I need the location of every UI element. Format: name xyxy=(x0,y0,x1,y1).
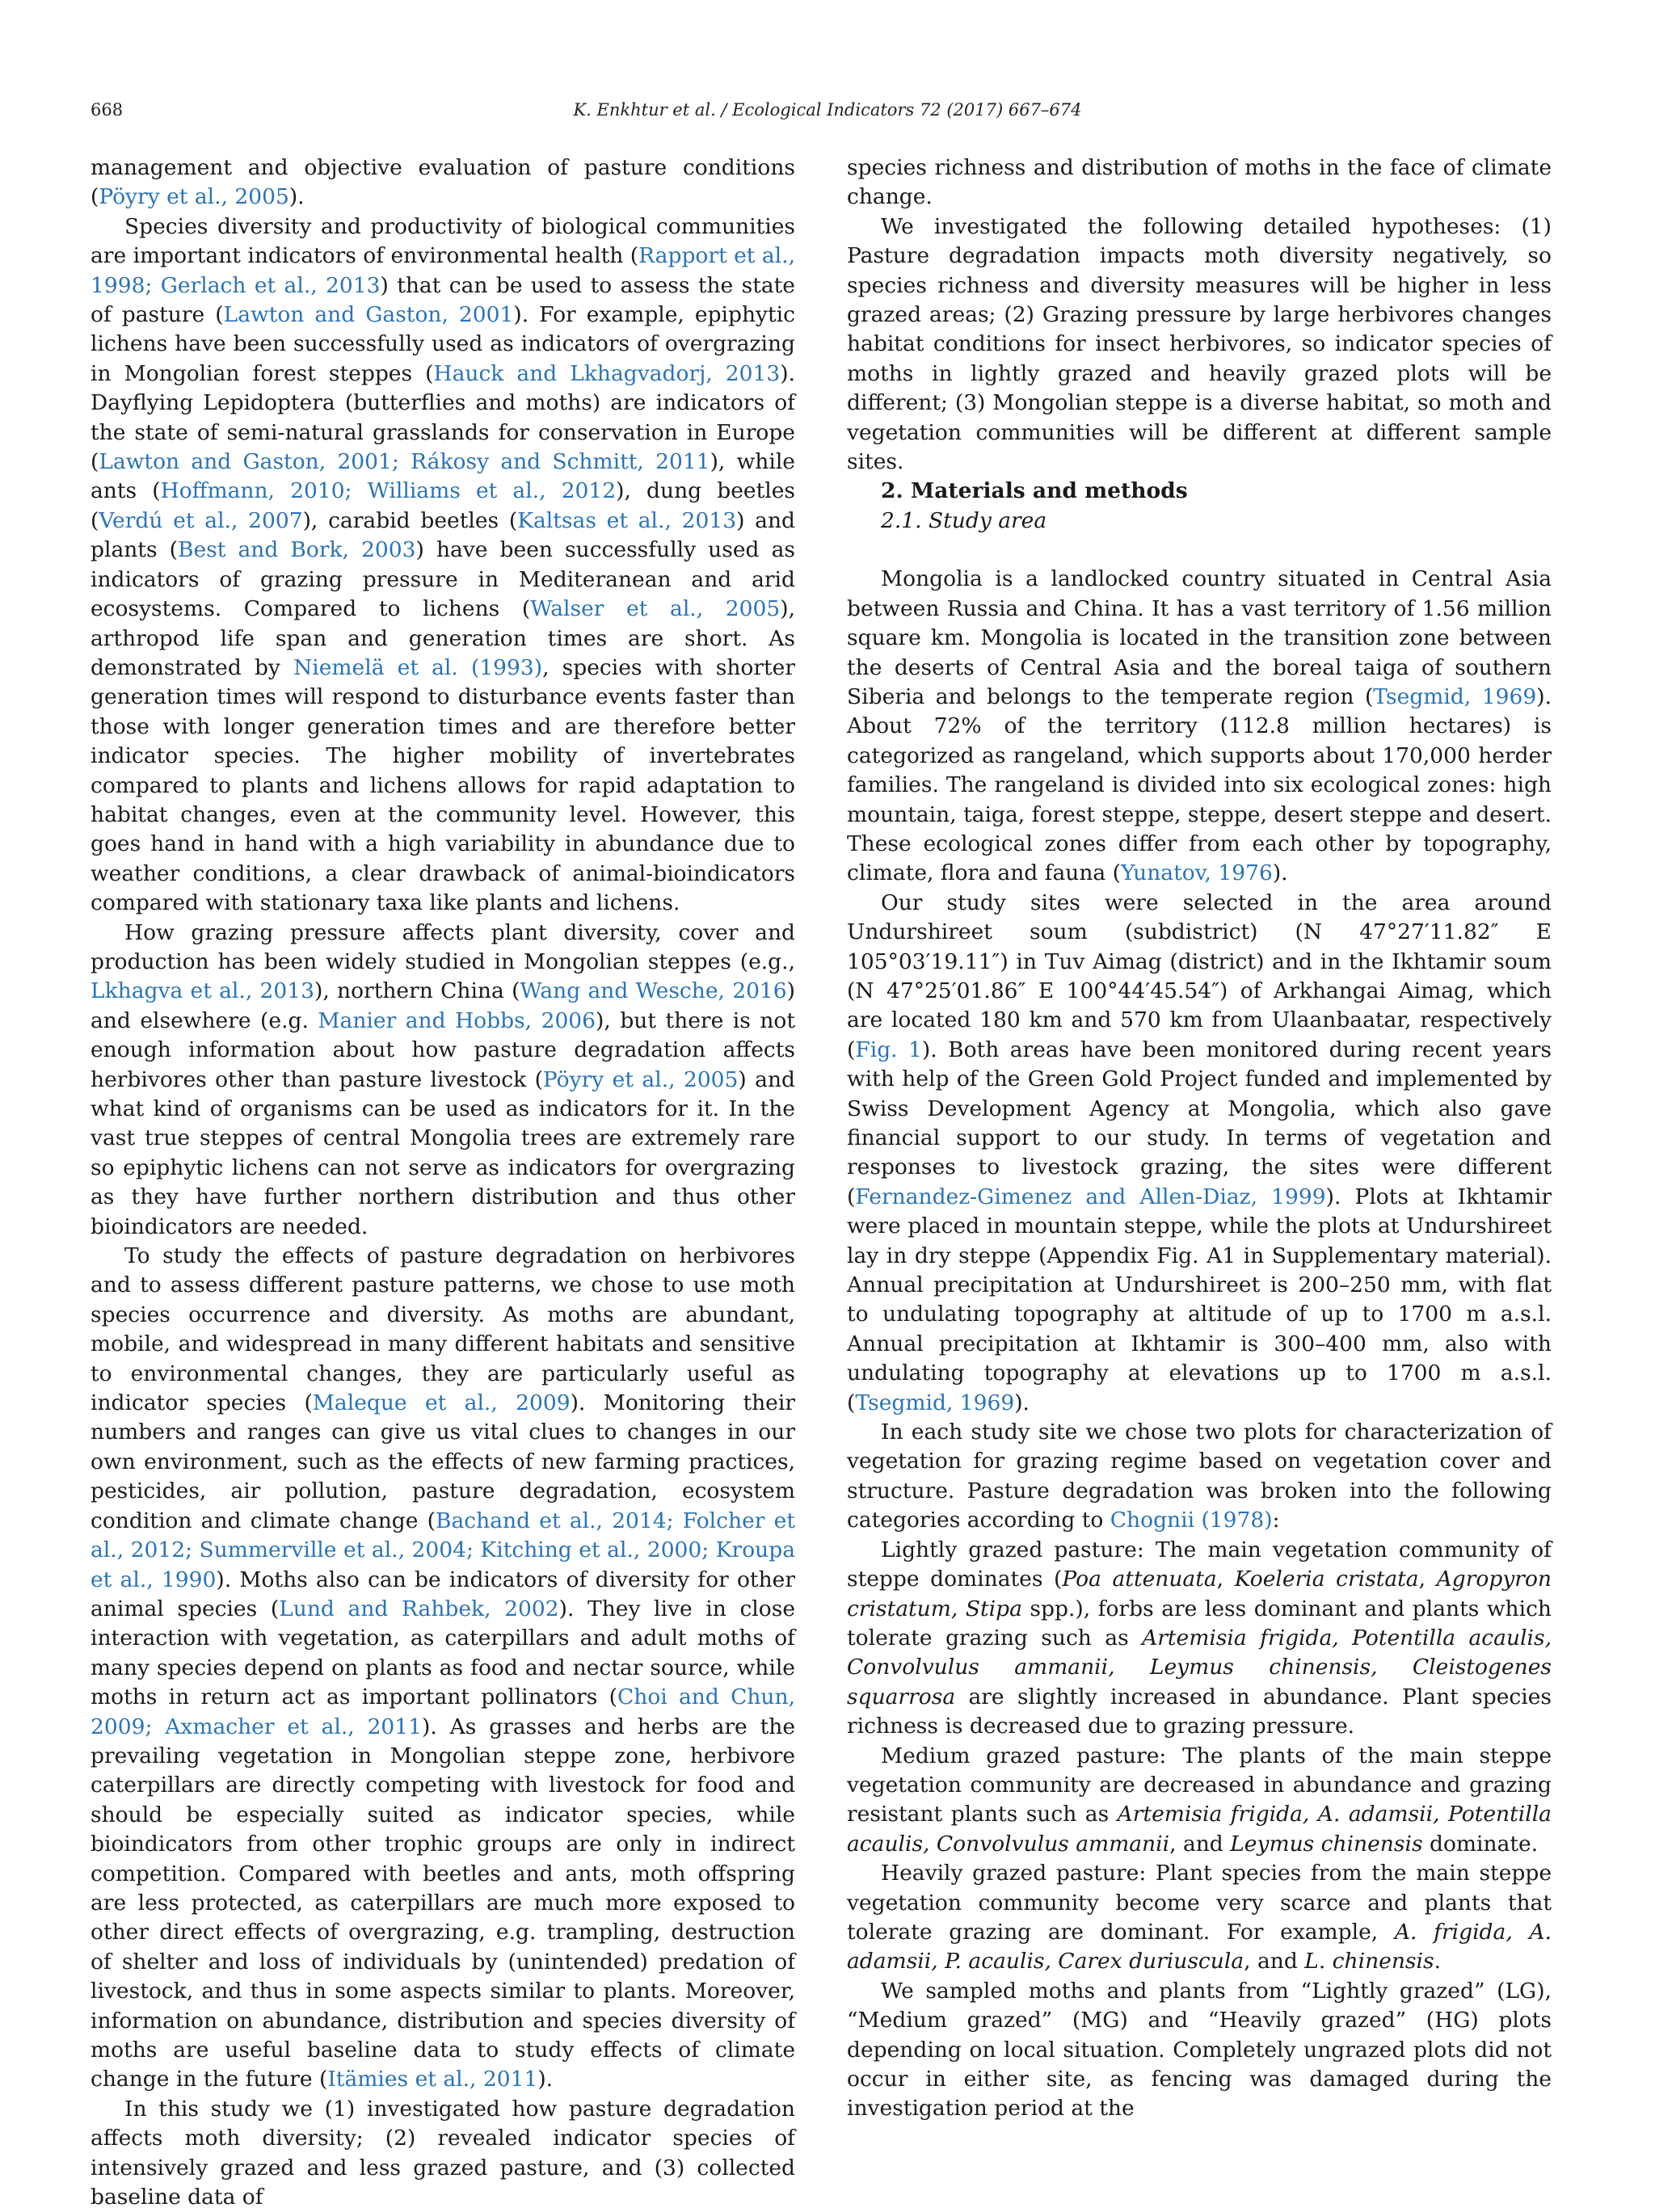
citation-link[interactable]: Lkhagva et al., 2013 xyxy=(91,978,314,1004)
paragraph: Lightly grazed pasture: The main vegetation community of steppe dominates (Poa attenuata, Koeleria cristata, Agropyron cristatum, Stipa spp.), forbs are less dominant and plants which tolerate grazing such as Artemisia frigida, Potentilla acaulis, Convolvulus ammanii, Leymus chinensis, Cleistogenes squarrosa are slightly increased in abundance. Plant species richness is decreased due to grazing pressure. xyxy=(847,1537,1552,1739)
species-name: L. chinensis xyxy=(1304,1949,1434,1974)
citation-link[interactable]: Maleque et al., 2009 xyxy=(312,1390,571,1416)
species-name: Leymus chinensis xyxy=(1230,1831,1423,1857)
species-name: Agropyron cristatum, Stipa xyxy=(847,1566,1552,1621)
page-number: 668 xyxy=(91,100,124,120)
running-head xyxy=(91,100,1564,128)
species-name: Artemisia frigida, Potentilla acaulis, Convolvulus ammanii, Leymus chinensis, Cleistogenes squarrosa xyxy=(847,1625,1552,1709)
paragraph: How grazing pressure affects plant diversity, cover and production has been widely studied in Mongolian steppes (e.g., Lkhagva et al., 2013), northern China (Wang and Wesche, 2016) and elsewhere (e.g. Manier and Hobbs, 2006), but there is not enough information about how pasture degradation affects herbivores other than pasture livestock (Pöyry et al., 2005) and what kind of organisms can be used as indicators for it. In the vast true steppes of central Mongolia trees are extremely rare so epiphytic lichens can not serve as indicators for overgrazing as they have further northern distribution and thus other bioindicators are needed. xyxy=(91,919,796,1239)
paragraph: Medium grazed pasture: The plants of the main steppe vegetation community are decreased in abundance and grazing resistant plants such as Artemisia frigida, A. adamsii, Potentilla acaulis, Convolvulus ammanii, and Leymus chinensis dominate. xyxy=(847,1743,1552,1857)
paragraph: To study the effects of pasture degradation on herbivores and to assess different pasture patterns, we chose to use moth species occurrence and diversity. As moths are abundant, mobile, and widespread in many different habitats and sensitive to environmental changes, they are particularly useful as indicator species (Maleque et al., 2009). Monitoring their numbers and ranges can give us vital clues to changes in our own environment, such as the effects of new farming practices, pesticides, air pollution, pasture degradation, ecosystem condition and climate change (Bachand et al., 2014; Folcher et al., 2012; Summerville et al., 2004; Kitching et al., 2000; Kroupa et al., 1990). Moths also can be indicators of diversity for other animal species (Lund and Rahbek, 2002). They live in close interaction with vegetation, as caterpillars and adult moths of many species depend on plants as food and nectar source, while moths in return act as important pollinators (Choi and Chun, 2009; Axmacher et al., 2011). As grasses and herbs are the prevailing vegetation in Mongolian steppe zone, herbivore caterpillars are directly competing with livestock for food and should be especially suited as indicator species, while bioindicators from other trophic groups are only in indirect competition. Compared with beetles and ants, moth offspring are less protected, as caterpillars are much more exposed to other direct effects of overgrazing, e.g. trampling, destruction of shelter and loss of individuals by (unintended) predation of livestock, and thus in some aspects similar to plants. Moreover, information on abundance, distribution and species diversity of moths are useful baseline data to study effects of climate change in the future (Itämies et al., 2011). xyxy=(91,1243,796,2092)
citation-link[interactable]: Verdú et al., 2007 xyxy=(99,507,303,533)
citation-link[interactable]: Chognii (1978) xyxy=(1110,1508,1273,1533)
citation-link[interactable]: Tsegmid, 1969 xyxy=(855,1390,1015,1415)
citation-link[interactable]: Pöyry et al., 2005 xyxy=(99,184,289,210)
citation-link[interactable]: Pöyry et al., 2005 xyxy=(542,1066,739,1092)
citation-link[interactable]: Lawton and Gaston, 2001 xyxy=(223,302,514,328)
citation-link[interactable]: Walser et al., 2005 xyxy=(530,596,781,622)
citation-link[interactable]: Niemelä et al. (1993) xyxy=(293,654,543,680)
citation-link[interactable]: Choi and Chun, 2009; Axmacher et al., 2011 xyxy=(91,1684,795,1739)
citation-link[interactable]: Hauck and Lkhagvadorj, 2013 xyxy=(433,360,781,386)
paragraph: We investigated the following detailed hypotheses: (1) Pasture degradation impacts moth diversity negatively, so species richness and diversity measures will be higher in less grazed areas; (2) Grazing pressure by large herbivores changes habitat conditions for insect herbivores, so indicator species of moths in lightly grazed and heavily grazed plots will be different; (3) Mongolian steppe is a diverse habitat, so moth and vegetation communities will be different at different sample sites. xyxy=(847,213,1552,475)
citation-link[interactable]: Rapport et al., 1998; Gerlach et al., 2013 xyxy=(91,243,795,298)
subsection-heading: 2.1. Study area xyxy=(881,507,1047,533)
species-name: Koeleria cristata xyxy=(1234,1566,1419,1592)
species-name: Artemisia frigida, A. adamsii, Potentilla acaulis, Convolvulus ammanii xyxy=(847,1802,1552,1857)
figure-link[interactable]: Fig. 1 xyxy=(855,1037,922,1062)
citation-link[interactable]: Tsegmid, 1969 xyxy=(1373,683,1537,709)
citation-link[interactable]: Itämies et al., 2011 xyxy=(327,2067,538,2092)
citation-link[interactable]: Manier and Hobbs, 2006 xyxy=(318,1007,596,1033)
section-heading: 2. Materials and methods xyxy=(881,478,1188,504)
citation-link[interactable]: Yunatov, 1976 xyxy=(1120,860,1273,886)
citation-link[interactable]: Best and Bork, 2003 xyxy=(177,537,416,563)
species-name: A. frigida, A. adamsii, P. acaulis, Carex duriuscula xyxy=(847,1919,1552,1974)
citation-link[interactable]: Kaltsas et al., 2013 xyxy=(517,507,737,533)
left-column xyxy=(91,153,795,2212)
paragraph: In this study we (1) investigated how pasture degradation affects moth diversity; (2) revealed indicator species of intensively grazed and less grazed pasture, and (3) collected baseline data of xyxy=(91,2096,795,2210)
citation-link[interactable]: Wang and Wesche, 2016 xyxy=(520,978,787,1004)
paragraph: Heavily grazed pasture: Plant species from the main steppe vegetation community become very scarce and plants that tolerate grazing are dominant. For example, A. frigida, A. adamsii, P. acaulis, Carex duriuscula, and L. chinensis. xyxy=(847,1861,1552,1974)
right-column xyxy=(847,153,1552,2124)
paragraph: management and objective evaluation of pasture conditions (Pöyry et al., 2005). xyxy=(91,155,795,210)
citation-link[interactable]: Lawton and Gaston, 2001; Rákosy and Schmitt, 2011 xyxy=(99,449,710,475)
citation-link[interactable]: Hoffmann, 2010; Williams et al., 2012 xyxy=(160,478,617,504)
paragraph: Our study sites were selected in the area around Undurshireet soum (subdistrict) (N 47°27′11.82″ E 105°03′19.11″) in Tuv Aimag (district) and in the Ikhtamir soum (N 47°25′01.86″ E 100°44′45.54″) of Arkhangai Aimag, which are located 180 km and 570 km from Ulaanbaatar, respectively (Fig. 1). Both areas have been monitored during recent years with help of the Green Gold Project funded and implemented by Swiss Development Agency at Mongolia, which also gave financial support to our study. In terms of vegetation and responses to livestock grazing, the sites were different (Fernandez-Gimenez and Allen-Diaz, 1999). Plots at Ikhtamir were placed in mountain steppe, while the plots at Undurshireet lay in dry steppe (Appendix Fig. A1 in Supplementary material). Annual precipitation at Undurshireet is 200–250 mm, with flat to undulating topography at altitude of up to 1700 m a.s.l. Annual precipitation at Ikhtamir is 300–400 mm, also with undulating topography at elevations up to 1700 m a.s.l. (Tsegmid, 1969). xyxy=(847,889,1552,1415)
paragraph: We sampled moths and plants from “Lightly grazed” (LG), “Medium grazed” (MG) and “Heavily grazed” (HG) plots depending on local situation. Completely ungrazed plots did not occur in either site, as fencing was damaged during the investigation period at the xyxy=(847,1978,1552,2122)
paragraph: species richness and distribution of moths in the face of climate change. xyxy=(847,155,1552,210)
paragraph: Species diversity and productivity of biological communities are important indicators of environmental health (Rapport et al., 1998; Gerlach et al., 2013) that can be used to assess the state of pasture (Lawton and Gaston, 2001). For example, epiphytic lichens have been successfully used as indicators of overgrazing in Mongolian forest steppes (Hauck and Lkhagvadorj, 2013). Dayflying Lepidoptera (butterflies and moths) are indicators of the state of semi-natural grasslands for conservation in Europe (Lawton and Gaston, 2001; Rákosy and Schmitt, 2011), while ants (Hoffmann, 2010; Williams et al., 2012), dung beetles (Verdú et al., 2007), carabid beetles (Kaltsas et al., 2013) and plants (Best and Bork, 2003) have been successfully used as indicators of grazing pressure in Mediteranean and arid ecosystems. Compared to lichens (Walser et al., 2005), arthropod life span and generation times are short. As demonstrated by Niemelä et al. (1993), species with shorter generation times will respond to disturbance events faster than those with longer generation times and are therefore better indicator species. The higher mobility of invertebrates compared to plants and lichens allows for rapid adaptation to habitat changes, even at the community level. However, this goes hand in hand with a high variability in abundance due to weather conditions, a clear drawback of animal-bioindicators compared with stationary taxa like plants and lichens. xyxy=(91,213,796,916)
citation-link[interactable]: Lund and Rahbek, 2002 xyxy=(279,1596,559,1621)
citation-link[interactable]: Bachand et al., 2014; Folcher et al., 2012; Summerville et al., 2004; Kitching et al., 2000; Kroupa et al., 1990 xyxy=(91,1508,795,1592)
species-name: Poa attenuata xyxy=(1062,1566,1217,1592)
paragraph: Mongolia is a landlocked country situated in Central Asia between Russia and China. It has a vast territory of 1.56 million square km. Mongolia is located in the transition zone between the deserts of Central Asia and the boreal taiga of southern Siberia and belongs to the temperate region (Tsegmid, 1969). About 72% of the territory (112.8 million hectares) is categorized as rangeland, which supports about 170,000 herder families. The rangeland is divided into six ecological zones: high mountain, taiga, forest steppe, steppe, desert steppe and desert. These ecological zones differ from each other by topography, climate, flora and fauna (Yunatov, 1976). xyxy=(847,566,1552,886)
citation-link[interactable]: Fernandez-Gimenez and Allen-Diaz, 1999 xyxy=(855,1184,1326,1209)
journal-citation: K. Enkhtur et al. / Ecological Indicators 72 (2017) 667–674 xyxy=(573,100,1082,120)
paragraph: In each study site we chose two plots for characterization of vegetation for grazing regime based on vegetation cover and structure. Pasture degradation was broken into the following categories according to Chognii (1978): xyxy=(847,1419,1552,1533)
